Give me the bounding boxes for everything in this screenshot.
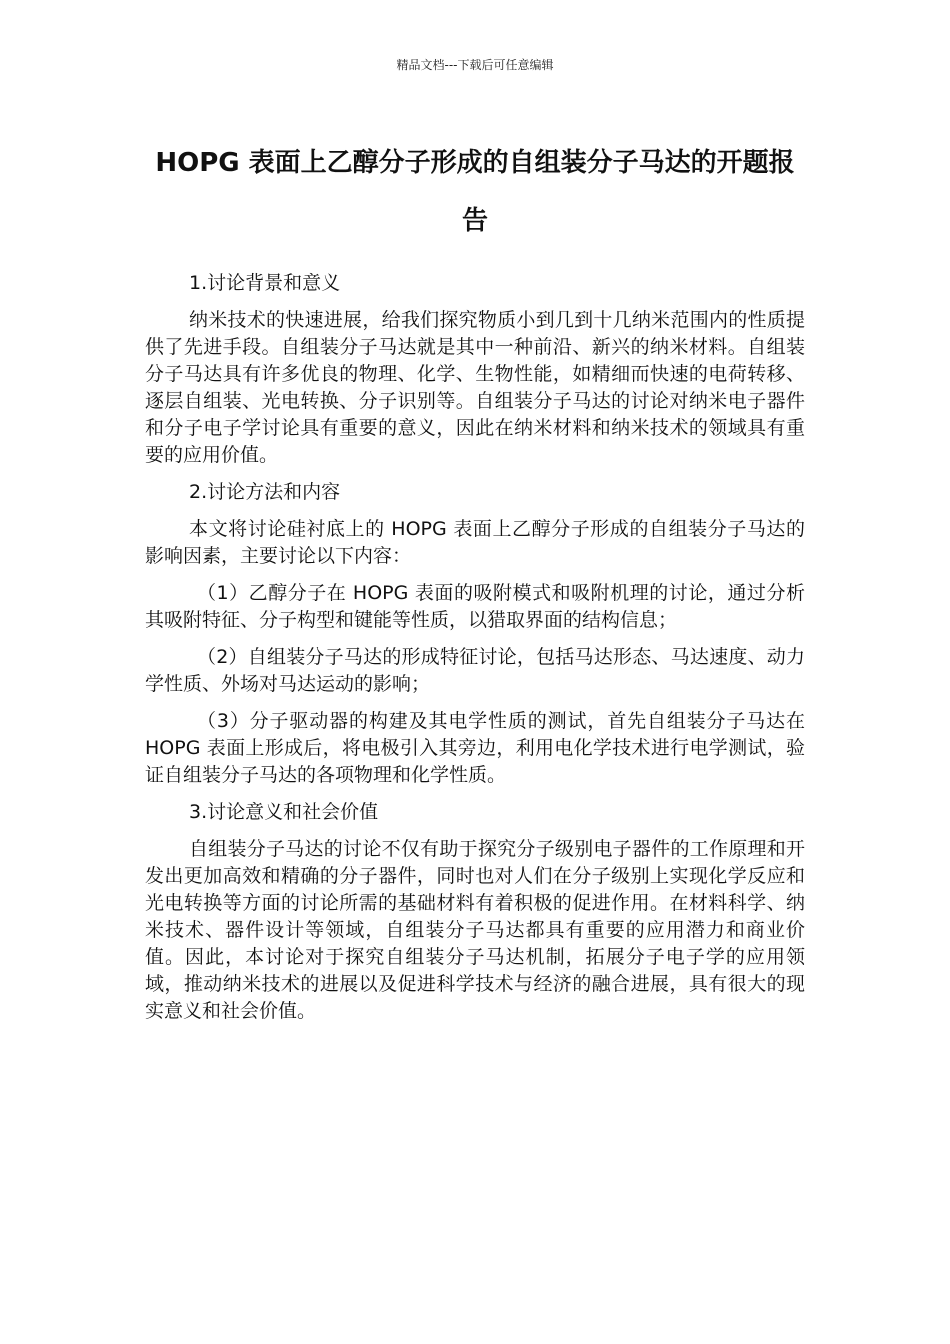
list-item: （2）自组装分子马达的形成特征讨论，包括马达形态、马达速度、动力学性质、外场对马达运动的影响；: [145, 646, 805, 695]
body-paragraph: 纳米技术的快速进展，给我们探究物质小到几到十几纳米范围内的性质提供了先进手段。自组装分子马达就是其中一种前沿、新兴的纳米材料。自组装分子马达具有许多优良的物理、化学、生物性能，如精细而快速的电荷转移、逐层自组装、光电转换、分子识别等。自组装分子马达的讨论对纳米电子器件和分子电子学讨论具有重要的意义，因此在纳米材料和纳米技术的领域具有重要的应用价值。: [145, 309, 805, 466]
section-heading: 1.讨论背景和意义: [189, 272, 341, 294]
section-significance: [145, 799, 805, 1025]
list-item: （3）分子驱动器的构建及其电学性质的测试，首先自组装分子马达在 HOPG 表面上形成后，将电极引入其旁边，利用电化学技术进行电学测试，验证自组装分子马达的各项物理和化学性质。: [145, 710, 805, 786]
section-heading: 3.讨论意义和社会价值: [189, 801, 379, 823]
page-header: 精品文档---下载后可任意编辑: [396, 58, 554, 72]
body-paragraph: 本文将讨论硅衬底上的 HOPG 表面上乙醇分子形成的自组装分子马达的影响因素，主要讨论以下内容：: [145, 518, 805, 567]
document-body: [145, 270, 805, 1035]
document-title: HOPG 表面上乙醇分子形成的自组装分子马达的开题报告: [155, 148, 795, 236]
section-background: [145, 270, 805, 469]
list-item: （1）乙醇分子在 HOPG 表面的吸附模式和吸附机理的讨论，通过分析其吸附特征、分子构型和键能等性质，以猎取界面的结构信息；: [145, 582, 805, 631]
section-methods: [145, 479, 805, 789]
section-heading: 2.讨论方法和内容: [189, 481, 341, 503]
body-paragraph: 自组装分子马达的讨论不仅有助于探究分子级别电子器件的工作原理和开发出更加高效和精确的分子器件，同时也对人们在分子级别上实现化学反应和光电转换等方面的讨论所需的基础材料有着积极的促进作用。在材料科学、纳米技术、器件设计等领域，自组装分子马达都具有重要的应用潜力和商业价值。因此，本讨论对于探究自组装分子马达机制，拓展分子电子学的应用领域，推动纳米技术的进展以及促进科学技术与经济的融合进展，具有很大的现实意义和社会价值。: [145, 838, 805, 1022]
